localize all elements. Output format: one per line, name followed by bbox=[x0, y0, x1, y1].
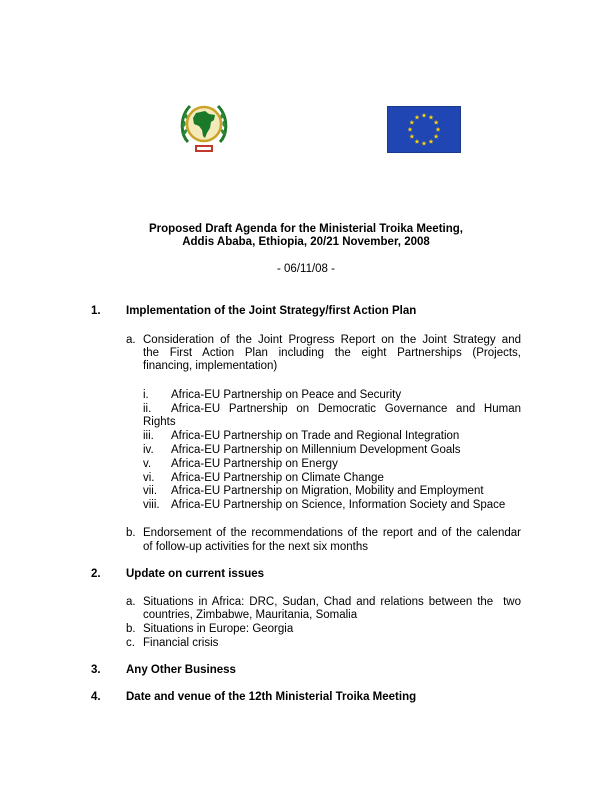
item-text-line: Endorsement of the recommendations of the report and of the calendar bbox=[143, 527, 521, 539]
item-letter: a. bbox=[126, 596, 136, 608]
subitem-number: i. bbox=[143, 389, 149, 401]
item-text-line: the First Action Plan including the eight Partnerships (Projects, bbox=[143, 347, 521, 359]
item-text-line: Financial crisis bbox=[143, 637, 219, 649]
item-text-line: of follow-up activities for the next six months bbox=[143, 541, 368, 553]
section-title: Update on current issues bbox=[126, 568, 265, 580]
section-number: 2. bbox=[91, 568, 101, 580]
section-title: Any Other Business bbox=[126, 664, 236, 676]
item-text-line: countries, Zimbabwe, Mauritania, Somalia bbox=[143, 609, 358, 621]
section-number: 4. bbox=[91, 691, 101, 703]
subitem-number: vii. bbox=[143, 485, 158, 497]
section-title: Implementation of the Joint Strategy/first Action Plan bbox=[126, 305, 417, 317]
subitem-number: vi. bbox=[143, 472, 155, 484]
subitem-text: Africa-EU Partnership on Migration, Mobility and Employment bbox=[171, 485, 484, 497]
subitem-text: Africa-EU Partnership on Science, Information Society and Space bbox=[171, 499, 506, 511]
subitem-number: iii. bbox=[143, 430, 154, 442]
item-letter: a. bbox=[126, 334, 136, 346]
item-text-line: Situations in Europe: Georgia bbox=[143, 623, 294, 635]
section-number: 1. bbox=[91, 305, 101, 317]
item-letter: b. bbox=[126, 527, 136, 539]
subitem-text: Africa-EU Partnership on Trade and Regional Integration bbox=[171, 430, 460, 442]
item-text-line: financing, implementation) bbox=[143, 360, 278, 372]
subitem-number: viii. bbox=[143, 499, 160, 511]
item-letter: c. bbox=[126, 637, 135, 649]
african-union-logo bbox=[178, 98, 230, 156]
european-union-flag bbox=[387, 106, 461, 153]
subitem-text-continuation: Rights bbox=[143, 416, 176, 428]
subitem-number: v. bbox=[143, 458, 152, 470]
subitem-number: iv. bbox=[143, 444, 154, 456]
subitem-text: Africa-EU Partnership on Energy bbox=[171, 458, 338, 470]
agenda-title-line-2: Addis Ababa, Ethiopia, 20/21 November, 2008 bbox=[182, 236, 430, 248]
section-number: 3. bbox=[91, 664, 101, 676]
subitem-text: Africa-EU Partnership on Climate Change bbox=[171, 472, 384, 484]
document-date: - 06/11/08 - bbox=[277, 263, 335, 275]
subitem-text: Africa-EU Partnership on Peace and Security bbox=[171, 389, 402, 401]
item-text-line: Consideration of the Joint Progress Report on the Joint Strategy and bbox=[143, 334, 521, 346]
item-text-line: Situations in Africa: DRC, Sudan, Chad and relations between the two bbox=[143, 596, 521, 608]
subitem-text: Africa-EU Partnership on Democratic Governance and Human bbox=[171, 403, 521, 415]
item-letter: b. bbox=[126, 623, 136, 635]
section-title: Date and venue of the 12th Ministerial Troika Meeting bbox=[126, 691, 417, 703]
subitem-text: Africa-EU Partnership on Millennium Development Goals bbox=[171, 444, 461, 456]
agenda-title-line-1: Proposed Draft Agenda for the Ministerial Troika Meeting, bbox=[149, 223, 463, 235]
subitem-number: ii. bbox=[143, 403, 152, 415]
